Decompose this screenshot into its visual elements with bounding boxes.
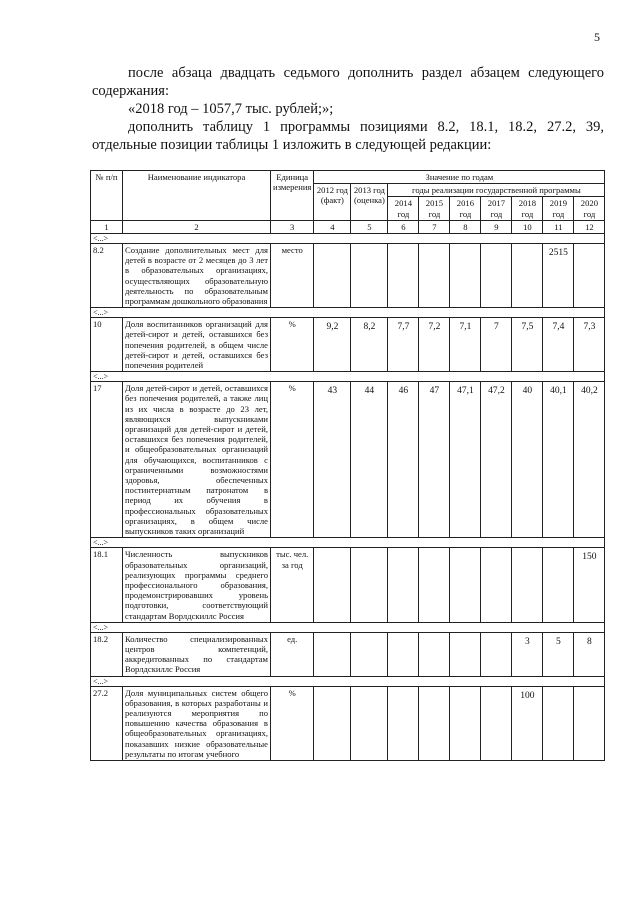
col-number: 3	[271, 220, 314, 233]
value-cell: 40,1	[543, 382, 574, 538]
unit-cell: %	[271, 686, 314, 760]
row-number: 18.2	[91, 632, 123, 676]
unit-cell: %	[271, 318, 314, 372]
value-cell	[388, 686, 419, 760]
indicator-name: Создание дополнительных мест для детей в возрасте от 2 месяцев до 3 лет в образовательных организациях, осуществляющих образовательную деятельность по образовательным программам дошкольного образования	[123, 244, 271, 308]
header-year: 2019 год	[543, 197, 574, 220]
header-year: 2016 год	[450, 197, 481, 220]
unit-cell: место	[271, 244, 314, 308]
value-cell	[512, 548, 543, 622]
value-cell	[351, 244, 388, 308]
separator-cell: <...>	[91, 676, 605, 686]
value-cell	[351, 632, 388, 676]
header-year: 2018 год	[512, 197, 543, 220]
header-year: 2020 год	[574, 197, 605, 220]
indicator-name: Количество специализированных центров компетенций, аккредитованных по стандартам Ворлдскиллс Россия	[123, 632, 271, 676]
col-number: 6	[388, 220, 419, 233]
header-values: Значение по годам	[314, 171, 605, 184]
value-cell: 8,2	[351, 318, 388, 372]
table-row	[91, 382, 605, 538]
value-cell: 7,7	[388, 318, 419, 372]
value-cell	[574, 244, 605, 308]
row-number: 8.2	[91, 244, 123, 308]
table-row	[91, 318, 605, 372]
unit-cell: %	[271, 382, 314, 538]
separator-row	[91, 308, 605, 318]
value-cell	[314, 548, 351, 622]
value-cell: 7,5	[512, 318, 543, 372]
page-number: 5	[594, 30, 600, 44]
intro-paragraph-1: после абзаца двадцать седьмого дополнить раздел абзацем следующего содержания:	[92, 65, 604, 99]
indicator-name: Доля муниципальных систем общего образования, в которых разработаны и реализуются мероприятия по повышению качества образования в общеобразовательных организациях, показавших низкие образовательные результаты по итогам учебного	[123, 686, 271, 760]
separator-row	[91, 372, 605, 382]
indicator-table	[90, 170, 605, 761]
value-cell: 7,2	[419, 318, 450, 372]
header-year: 2015 год	[419, 197, 450, 220]
value-cell	[481, 548, 512, 622]
header-row-1	[91, 171, 605, 184]
value-cell: 7,3	[574, 318, 605, 372]
value-cell: 47	[419, 382, 450, 538]
header-num: № п/п	[91, 171, 123, 221]
header-realization: годы реализации государственной программы	[388, 184, 605, 197]
header-name: Наименование индикатора	[123, 171, 271, 221]
value-cell: 40,2	[574, 382, 605, 538]
separator-row	[91, 234, 605, 244]
col-number: 9	[481, 220, 512, 233]
value-cell: 43	[314, 382, 351, 538]
col-number: 2	[123, 220, 271, 233]
value-cell	[450, 548, 481, 622]
indicator-name: Доля детей-сирот и детей, оставшихся без попечения родителей, а также лиц из их числа в возрасте до 23 лет, являющихся выпускниками организаций для детей-сирот и детей, оставшихся без попечения родителей, и общеобразовательных организаций для обучающихся, воспитанников с ограниченными возможностями здоровья, обеспеченных постинтернатным патронатом в период их обучения в профессиональных образовательных организациях, в общем числе выпускников таких организаций	[123, 382, 271, 538]
value-cell	[314, 632, 351, 676]
value-cell: 47,2	[481, 382, 512, 538]
indicator-name: Численность выпускников образовательных организаций, реализующих программы среднего профессионального образования, продемонстрировавших уровень подготовки, соответствующий стандартам Ворлдскиллс Россия	[123, 548, 271, 622]
intro-paragraph-3: дополнить таблицу 1 программы позициями 8.2, 18.1, 18.2, 27.2, 39, отдельные позиции таблицы 1 изложить в следующей редакции:	[92, 119, 604, 153]
value-cell	[351, 686, 388, 760]
separator-row	[91, 676, 605, 686]
value-cell: 8	[574, 632, 605, 676]
separator-row	[91, 538, 605, 548]
value-cell	[388, 632, 419, 676]
value-cell	[419, 686, 450, 760]
table-row	[91, 686, 605, 760]
unit-cell: тыс. чел. за год	[271, 548, 314, 622]
value-cell: 5	[543, 632, 574, 676]
value-cell: 7,1	[450, 318, 481, 372]
value-cell	[419, 632, 450, 676]
col-number: 10	[512, 220, 543, 233]
value-cell	[481, 686, 512, 760]
value-cell: 40	[512, 382, 543, 538]
separator-cell: <...>	[91, 622, 605, 632]
table-row	[91, 548, 605, 622]
value-cell	[419, 244, 450, 308]
value-cell: 7	[481, 318, 512, 372]
value-cell	[450, 686, 481, 760]
value-cell	[450, 632, 481, 676]
column-number-row	[91, 220, 605, 233]
value-cell	[574, 686, 605, 760]
table-body	[91, 234, 605, 761]
value-cell	[314, 244, 351, 308]
value-cell	[314, 686, 351, 760]
row-number: 27.2	[91, 686, 123, 760]
header-year: 2014 год	[388, 197, 419, 220]
col-number: 7	[419, 220, 450, 233]
value-cell: 7,4	[543, 318, 574, 372]
value-cell	[543, 686, 574, 760]
table-row	[91, 244, 605, 308]
header-unit: Единица измерения	[271, 171, 314, 221]
value-cell: 46	[388, 382, 419, 538]
value-cell	[481, 632, 512, 676]
col-number: 4	[314, 220, 351, 233]
value-cell: 150	[574, 548, 605, 622]
value-cell	[351, 548, 388, 622]
row-number: 17	[91, 382, 123, 538]
value-cell: 2515	[543, 244, 574, 308]
col-number: 8	[450, 220, 481, 233]
row-number: 10	[91, 318, 123, 372]
value-cell	[450, 244, 481, 308]
separator-cell: <...>	[91, 308, 605, 318]
header-year: 2017 год	[481, 197, 512, 220]
indicator-name: Доля воспитанников организаций для детей-сирот и детей, оставшихся без попечения родителей, в общем числе детей-сирот и детей, оставшихся без попечения родителей	[123, 318, 271, 372]
value-cell	[512, 244, 543, 308]
unit-cell: ед.	[271, 632, 314, 676]
col-number: 5	[351, 220, 388, 233]
header-2013: 2013 год (оценка)	[351, 184, 388, 221]
header-2012: 2012 год (факт)	[314, 184, 351, 221]
separator-cell: <...>	[91, 538, 605, 548]
intro-paragraph-2: «2018 год – 1057,7 тыс. рублей;»;	[128, 101, 334, 117]
value-cell: 100	[512, 686, 543, 760]
value-cell	[388, 548, 419, 622]
col-number: 11	[543, 220, 574, 233]
indicator-table-wrapper	[90, 170, 605, 761]
separator-row	[91, 622, 605, 632]
separator-cell: <...>	[91, 234, 605, 244]
value-cell: 9,2	[314, 318, 351, 372]
value-cell: 3	[512, 632, 543, 676]
col-number: 1	[91, 220, 123, 233]
intro-text	[92, 64, 604, 154]
value-cell	[419, 548, 450, 622]
col-number: 12	[574, 220, 605, 233]
table-row	[91, 632, 605, 676]
value-cell	[481, 244, 512, 308]
row-number: 18.1	[91, 548, 123, 622]
separator-cell: <...>	[91, 372, 605, 382]
value-cell: 44	[351, 382, 388, 538]
value-cell: 47,1	[450, 382, 481, 538]
value-cell	[543, 548, 574, 622]
value-cell	[388, 244, 419, 308]
